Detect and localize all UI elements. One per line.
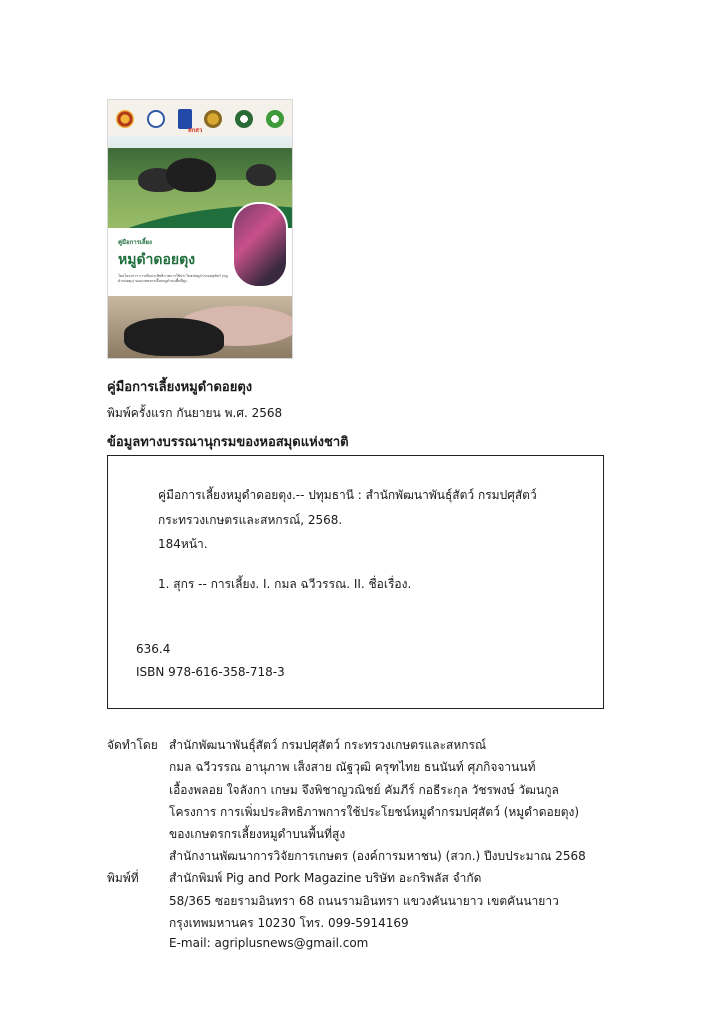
made-by-line: ของเกษตรกรเลี้ยงหมูดำบนพื้นที่สูง [169,827,346,841]
catalog-heading: ข้อมูลทางบรรณานุกรมของหอสมุดแห่งชาติ [107,435,349,450]
catalog-line: กระทรวงเกษตรและสหกรณ์, 2568. [158,513,343,527]
logo-icon [116,110,134,128]
made-by-line: สำนักงานพัฒนาการวิจัยการเกษตร (องค์การมหาชน) (สวก.) ปีงบประมาณ 2568 [169,849,586,863]
made-by-line: สำนักพัฒนาพันธุ์สัตว์ กรมปศุสัตว์ กระทรวงเกษตรและสหกรณ์ [169,738,487,752]
catalog-isbn: ISBN 978-616-358-718-3 [136,665,285,679]
cover-brand: สกสว [188,127,203,134]
print-info: พิมพ์ครั้งแรก กันยายน พ.ศ. 2568 [107,406,283,420]
logo-icon [147,110,165,128]
book-cover-image [107,99,293,359]
printed-at-label: พิมพ์ที่ [107,871,139,885]
printed-at-line: 58/365 ซอยรามอินทรา 68 ถนนรามอินทรา แขวงคันนายาว เขตคันนายาว [169,894,559,908]
cover-pig [166,158,216,192]
logo-icon [235,110,253,128]
cover-subtitle: คู่มือการเลี้ยง [118,239,152,246]
logo-icon [266,110,284,128]
catalog-class-number: 636.4 [136,642,171,656]
catalog-subjects: 1. สุกร -- การเลี้ยง. I. กมล ฉวีวรรณ. II. ชื่อเรื่อง. [158,577,412,591]
made-by-line: เอื้องพลอย ใจลังกา เกษม จึงพิชาญวณิชย์ คัมภีร์ กอธีระกุล วัชรพงษ์ วัฒนกูล [169,783,559,797]
cover-people-photo [232,202,288,288]
printed-at-line: กรุงเทพมหานคร 10230 โทร. 099-5914169 [169,916,409,930]
cover-pig [246,164,276,186]
cover-small-text: โดยโครงการ การเพิ่มประสิทธิภาพการใช้ประโยชน์หมูดำกรมปศุสัตว์ (หมูดำดอยตุง) ของเกษตรกรเลี้ยงหมูดำบนพื้นที่สูง [118,274,228,283]
email: E-mail: agriplusnews@gmail.com [169,936,369,950]
catalog-pages: 184หน้า. [158,537,208,551]
logo-icon [204,110,222,128]
cover-title: หมูดำดอยตุง [118,252,196,268]
cover-piglets [124,318,224,356]
catalog-box [107,455,604,709]
made-by-line: กมล ฉวีวรรณ อานุภาพ เส็งสาย ณัฐวุฒิ ครุฑไทย ธนนันท์ ศุภกิจจานนท์ [169,760,536,774]
catalog-line: คู่มือการเลี้ยงหมูดำดอยตุง.-- ปทุมธานี : สำนักพัฒนาพันธุ์สัตว์ กรมปศุสัตว์ [158,488,537,502]
book-title: คู่มือการเลี้ยงหมูดำดอยตุง [107,380,253,395]
made-by-label: จัดทำโดย [107,738,158,752]
printed-at-line: สำนักพิมพ์ Pig and Pork Magazine บริษัท อะกริพลัส จำกัด [169,871,482,885]
made-by-line: โครงการ การเพิ่มประสิทธิภาพการใช้ประโยชน์หมูดำกรมปศุสัตว์ (หมูดำดอยตุง) [169,805,580,819]
